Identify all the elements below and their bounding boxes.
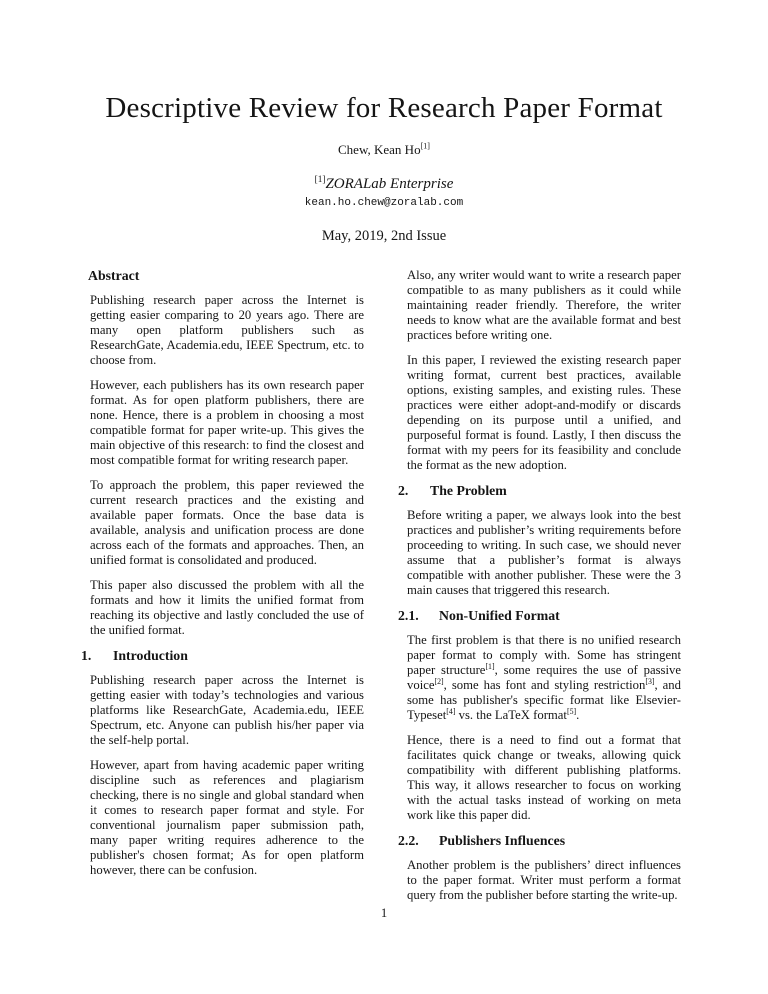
paper-title: Descriptive Review for Research Paper Format: [105, 92, 663, 124]
abstract-paragraph-1: Publishing research paper across the Internet is getting easier comparing to 20 years ago. There are many open platform publishers such as ResearchGate, Academia.edu, IEEE Spectrum, etc. to choose from.: [90, 293, 364, 367]
paper-header: [0, 0, 768, 245]
introduction-paragraph-2: However, apart from having academic paper writing discipline such as references and plagiarism checking, there is no single and global standard when it comes to research paper format and style. For conventional journalism paper submission path, many paper writing requires adherence to the publisher's chosen format; As for open platform however, there can be confusion.: [90, 758, 364, 877]
introduction-paragraph-1: Publishing research paper across the Internet is getting easier with today’s technologies and various platforms like ResearchGate, Academia.edu, IEEE Spectrum, etc. Anyone can publish his/her paper via the self-help portal.: [90, 673, 364, 747]
section-number: 2.2.: [398, 833, 419, 848]
the-problem-paragraph-1: Before writing a paper, we always look into the best practices and publisher’s writing requirements before proceeding to writing. In such case, we should never assume that a publisher’s format is always compatible with another publisher. These were the 3 main causes that triggered this research.: [407, 508, 681, 597]
affiliation-line: [1]ZORALab Enterprise: [314, 175, 454, 192]
abstract-paragraph-4: This paper also discussed the problem with all the formats and how it limits the unified format from reaching its objective and lastly concluded the use of the unified format.: [90, 578, 364, 637]
section-number: 1.: [81, 648, 92, 663]
section-title: Non-Unified Format: [439, 608, 560, 623]
publishers-influences-heading: [398, 833, 681, 849]
the-problem-heading: [398, 483, 681, 499]
abstract-paragraph-3: To approach the problem, this paper reviewed the current research practices and the existing and available paper formats. Once the base data is available, analysis and unification process are done across each of the formats and approaches. Then, an unified format is consolidated and produced.: [90, 478, 364, 567]
left-column: [81, 268, 364, 913]
issue-line: May, 2019, 2nd Issue: [321, 228, 447, 244]
section-title: The Problem: [430, 483, 507, 498]
non-unified-format-paragraph-2: Hence, there is a need to find out a format that facilitates quick change or tweaks, allowing quick compatibility with different publishing platforms. This way, it allows researcher to focus on working with the actual tasks instead of working on meta work like this paper did.: [407, 733, 681, 822]
right-column: [398, 268, 681, 913]
section-number: 2.1.: [398, 608, 419, 623]
abstract-heading: Abstract: [88, 268, 140, 283]
section-title: Publishers Influences: [439, 833, 566, 848]
page-number: 1: [380, 906, 388, 920]
introduction-heading: [81, 648, 364, 664]
two-column-body: [81, 268, 682, 913]
section-number: 2.: [398, 483, 409, 498]
introduction-paragraph-3: Also, any writer would want to write a research paper compatible to as many publishers as it could while maintaining reader friendly. Therefore, the writer needs to know what are the available format and best practices before writing one.: [407, 268, 681, 342]
author-email: kean.ho.chew@zoralab.com: [304, 197, 464, 209]
abstract-paragraph-2: However, each publishers has its own research paper format. As for open platform publishers, there are none. Hence, there is a problem in choosing a most compatible format for paper write-up. This gives the main objective of this research: to find the closest and most compatible format for writing research paper.: [90, 378, 364, 467]
non-unified-format-paragraph-1: The first problem is that there is no unified research paper format to comply with. Some has stringent paper structure[1], some requires the use of passive voice[2], some has font and styling restriction[3], and some has publisher's specific format like Elsevier-Typeset[4] vs. the LaTeX format[5].: [407, 633, 681, 722]
publishers-influences-paragraph-1: Another problem is the publishers’ direct influences to the paper format. Writer must perform a format query from the publisher before starting the write-up.: [407, 858, 681, 902]
non-unified-format-heading: [398, 608, 681, 624]
section-title: Introduction: [113, 648, 188, 663]
author-line: Chew, Kean Ho[1]: [338, 141, 430, 157]
introduction-paragraph-4: In this paper, I reviewed the existing research paper writing format, current best practices, available options, existing samples, and existing rules. These practices were either adopt-and-modify or discards depending on its purpose until a unified, and purposeful format is found. Lastly, I then discuss the format with my peers for its feasibility and conclude the format as the new adoption.: [407, 353, 681, 472]
